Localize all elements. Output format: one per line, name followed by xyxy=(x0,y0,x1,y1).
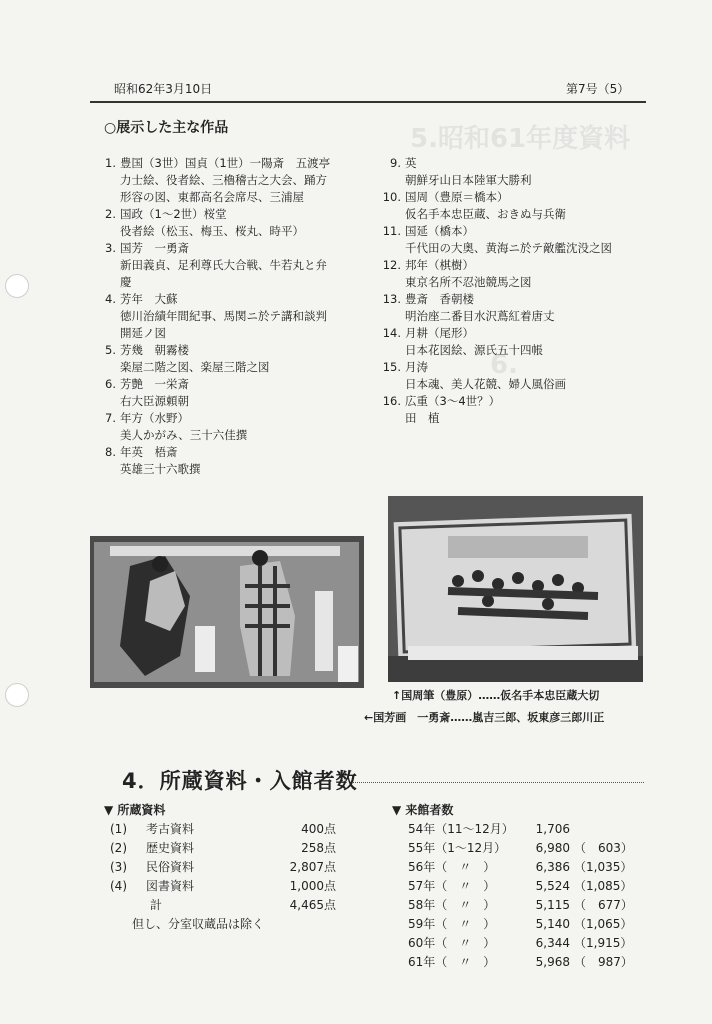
artwork-number: 6. xyxy=(105,377,116,391)
visitors-table xyxy=(408,820,658,972)
visitors-sub: （1,085） xyxy=(574,879,633,893)
artist-name: 年方（水野） xyxy=(120,411,189,425)
artwork-number: 1. xyxy=(105,156,116,170)
artwork-titles: 役者絵（松玉、梅玉、桜丸、時平） xyxy=(120,224,304,238)
visitors-row xyxy=(408,820,658,839)
visitors-year: 56年（ 〃 ） xyxy=(408,860,496,874)
artwork-titles: 力士絵、役者絵、三櫓稽古之大会、踊方 xyxy=(120,173,327,187)
artwork-number: 3. xyxy=(105,241,116,255)
artist-name: 月耕（尾形） xyxy=(405,326,474,340)
artwork-item xyxy=(90,342,400,376)
visitors-sub: （ 603） xyxy=(574,841,633,855)
title-dotted-rule xyxy=(352,782,644,783)
artwork-item xyxy=(375,359,650,393)
artist-name: 豊国（3世）国貞（1世）一陽斎 五渡亭 xyxy=(120,156,331,170)
issue-date: 昭和62年3月10日 xyxy=(114,82,213,96)
artist-name: 年英 梧斎 xyxy=(120,445,178,459)
artwork-item xyxy=(90,410,400,444)
visitors-sub: （ 677） xyxy=(574,898,633,912)
holdings-total-label: 計 xyxy=(150,898,163,912)
bleed-through-text: 5.昭和61年度資料 xyxy=(410,124,631,154)
artwork-titles: 開延ノ図 xyxy=(120,326,166,340)
holdings-value: 400点 xyxy=(301,822,336,836)
section-title: ○展示した主な作品 xyxy=(104,120,229,136)
artwork-item xyxy=(90,155,400,206)
artwork-number: 14. xyxy=(382,326,401,340)
artwork-titles: 右大臣源頼朝 xyxy=(120,394,189,408)
artwork-item xyxy=(375,291,650,325)
visitors-row xyxy=(408,934,658,953)
visitors-row xyxy=(408,915,658,934)
holdings-value: 2,807点 xyxy=(289,860,336,874)
artwork-titles: 形容の図、東都高名会席尽、三浦屋 xyxy=(120,190,304,204)
artwork-titles: 英雄三十六歌撰 xyxy=(120,462,201,476)
visitors-year: 58年（ 〃 ） xyxy=(408,898,496,912)
artwork-titles: 田 植 xyxy=(405,411,440,425)
holdings-idx: (4) xyxy=(110,879,127,893)
visitors-count: 6,344 xyxy=(535,936,570,950)
visitors-sub: （1,915） xyxy=(574,936,633,950)
artist-name: 邦年（棋樹） xyxy=(405,258,474,272)
artist-name: 芳艶 一栄斎 xyxy=(120,377,189,391)
artwork-number: 4. xyxy=(105,292,116,306)
artwork-titles: 徳川治績年間紀事、馬関ニ於テ講和談判 xyxy=(120,309,327,323)
caption-right-photo: ↑国周筆（豊原）……仮名手本忠臣蔵大切 xyxy=(392,689,600,702)
holdings-row xyxy=(110,858,350,877)
holdings-row xyxy=(110,877,350,896)
artist-name: 国政（1～2世）桜堂 xyxy=(120,207,227,221)
visitors-year: 60年（ 〃 ） xyxy=(408,936,496,950)
artwork-titles: 仮名手本忠臣蔵、おきぬ与兵衛 xyxy=(405,207,566,221)
artwork-item xyxy=(90,240,400,291)
artist-name: 芳年 大蘇 xyxy=(120,292,178,306)
visitors-heading: ▼ 来館者数 xyxy=(392,803,454,817)
visitors-count: 5,140 xyxy=(535,917,570,931)
visitors-sub xyxy=(570,820,644,839)
artwork-item xyxy=(375,189,650,223)
visitors-year: 55年（1～12月） xyxy=(408,841,507,855)
artwork-titles: 日本花図絵、源氏五十四帳 xyxy=(405,343,543,357)
artwork-item xyxy=(375,155,650,189)
visitors-year: 61年（ 〃 ） xyxy=(408,955,496,969)
visitors-row xyxy=(408,896,658,915)
holdings-idx: (1) xyxy=(110,822,127,836)
visitors-year: 57年（ 〃 ） xyxy=(408,879,496,893)
visitors-year: 54年（11～12月） xyxy=(408,822,514,836)
visitors-row xyxy=(408,953,658,972)
holdings-idx: (3) xyxy=(110,860,127,874)
holdings-value: 258点 xyxy=(301,841,336,855)
caption-left-photo: ←国芳画 一勇斎……嵐吉三郎、坂東彦三郎川正 xyxy=(364,711,605,724)
artwork-item xyxy=(375,325,650,359)
artwork-number: 16. xyxy=(382,394,401,408)
punch-hole-bottom xyxy=(5,683,29,707)
artwork-titles: 慶 xyxy=(120,275,132,289)
artwork-number: 10. xyxy=(382,190,401,204)
artwork-number: 7. xyxy=(105,411,116,425)
artwork-item xyxy=(90,444,400,478)
visitors-sub: （1,065） xyxy=(574,917,633,931)
visitors-sub: （1,035） xyxy=(574,860,633,874)
section-4-title: 4．所蔵資料・入館者数 xyxy=(122,769,358,793)
artwork-item xyxy=(375,223,650,257)
artist-name: 国延（橋本） xyxy=(405,224,474,238)
visitors-count: 5,115 xyxy=(535,898,570,912)
punch-hole-top xyxy=(5,274,29,298)
holdings-label: 図書資料 xyxy=(146,879,195,893)
artist-name: 国芳 一勇斎 xyxy=(120,241,189,255)
header-rule xyxy=(90,101,646,103)
artwork-list-right xyxy=(375,155,650,427)
artwork-item xyxy=(375,257,650,291)
visitors-count: 6,980 xyxy=(535,841,570,855)
artwork-item xyxy=(90,291,400,342)
visitors-count: 5,524 xyxy=(535,879,570,893)
visitors-count: 5,968 xyxy=(535,955,570,969)
artwork-titles: 千代田の大奥、黄海ニ於テ敵艦沈没之図 xyxy=(405,241,612,255)
artist-name: 国周（豊原＝橋本） xyxy=(405,190,509,204)
artist-name: 月涛 xyxy=(405,360,428,374)
artwork-number: 13. xyxy=(382,292,401,306)
artwork-titles: 美人かがみ、三十六佳撰 xyxy=(120,428,248,442)
holdings-total-value: 4,465点 xyxy=(289,898,336,912)
artist-name: 広重（3～4世？） xyxy=(405,394,501,408)
artwork-titles: 日本魂、美人花競、婦人風俗画 xyxy=(405,377,566,391)
holdings-total-row xyxy=(110,896,350,915)
artwork-titles: 楽屋二階之図、楽屋三階之図 xyxy=(120,360,270,374)
holdings-row xyxy=(110,839,350,858)
issue-page-number: 第7号（5） xyxy=(566,82,630,96)
photo-kuniyoshi-print xyxy=(90,536,364,688)
artist-name: 芳幾 朝霧楼 xyxy=(120,343,189,357)
holdings-note: 但し、分室収蔵品は除く xyxy=(132,917,265,931)
artist-name: 英 xyxy=(405,156,417,170)
bleed-through-text: 6. xyxy=(490,350,518,380)
artwork-titles: 新田義貞、足利尊氏大合戦、牛若丸と弁 xyxy=(120,258,327,272)
artwork-item xyxy=(375,393,650,427)
artwork-number: 12. xyxy=(382,258,401,272)
artwork-number: 2. xyxy=(105,207,116,221)
artwork-number: 15. xyxy=(382,360,401,374)
holdings-table xyxy=(110,820,350,934)
visitors-row xyxy=(408,839,658,858)
artwork-titles: 明治座二番目水沢蔦紅着唐丈 xyxy=(405,309,555,323)
artwork-titles: 東京名所不忍池競馬之図 xyxy=(405,275,532,289)
artwork-number: 8. xyxy=(105,445,116,459)
artwork-item xyxy=(90,376,400,410)
holdings-row xyxy=(110,820,350,839)
visitors-row xyxy=(408,858,658,877)
artwork-list-left xyxy=(90,155,400,478)
holdings-heading: ▼ 所蔵資料 xyxy=(104,803,166,817)
holdings-label: 歴史資料 xyxy=(146,841,195,855)
holdings-label: 民俗資料 xyxy=(146,860,195,874)
artwork-titles: 朝鮮牙山日本陸軍大勝利 xyxy=(405,173,532,187)
holdings-value: 1,000点 xyxy=(289,879,336,893)
artwork-number: 9. xyxy=(390,156,401,170)
holdings-idx: (2) xyxy=(110,841,127,855)
artist-name: 豊斎 香朝楼 xyxy=(405,292,474,306)
artwork-number: 11. xyxy=(382,224,401,238)
visitors-sub: （ 987） xyxy=(574,955,633,969)
visitors-count: 6,386 xyxy=(535,860,570,874)
visitors-year: 59年（ 〃 ） xyxy=(408,917,496,931)
holdings-label: 考古資料 xyxy=(146,822,195,836)
visitors-count: 1,706 xyxy=(535,822,570,836)
visitors-row xyxy=(408,877,658,896)
artwork-number: 5. xyxy=(105,343,116,357)
artwork-item xyxy=(90,206,400,240)
photo-kunichika-print xyxy=(388,496,643,682)
